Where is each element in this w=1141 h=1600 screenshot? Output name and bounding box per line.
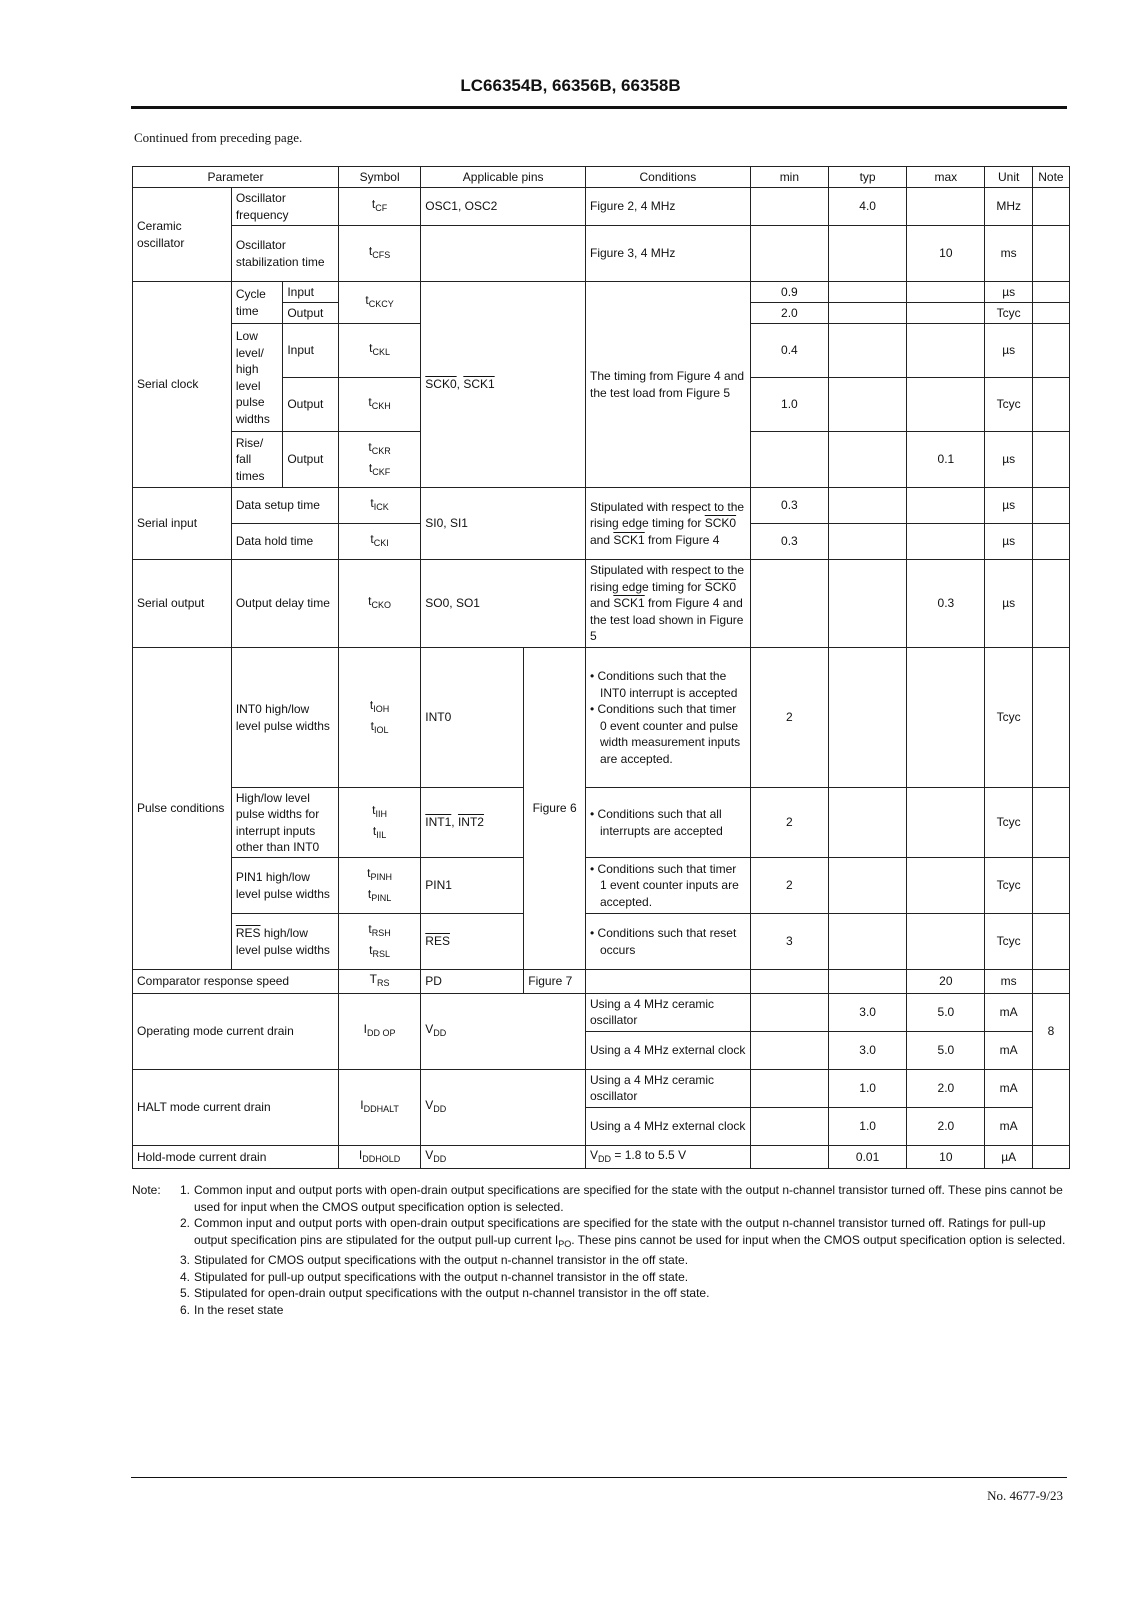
note-cell: 8 [1032,993,1069,1069]
table-row [133,188,1070,226]
col-conditions: Conditions [586,167,751,188]
unit-cell: mA [985,1107,1032,1145]
conditions-cell: • Conditions such that reset occurs [586,914,751,970]
pins-cell: $V_{DD}$ [421,993,586,1069]
typ-cell: 3.0 [828,993,906,1031]
table-row [133,648,1070,788]
table-row [133,1145,1070,1169]
col-min: min [750,167,828,188]
unit-cell: Tcyc [985,858,1032,914]
figure-ref: Figure 6 [524,648,586,970]
note-item: 6. In the reset state [179,1302,284,1317]
conditions-cell: The timing from Figure 4 and the test load from Figure 5 [586,282,751,488]
io-cell: Input [283,324,339,378]
param-cell: Operating mode current drain [133,993,339,1069]
unit-cell: Tcyc [985,788,1032,858]
min-cell: 0.4 [750,324,828,378]
symbol-cell: $t_{IOH}$ $t_{IOL}$ [338,648,420,788]
table-row [133,1069,1070,1107]
unit-cell: µs [985,324,1032,378]
min-cell: 2.0 [750,303,828,324]
symbol-cell: $t_{CFS}$ [338,226,420,282]
unit-cell: µs [985,282,1032,303]
note-item: 2. Common input and output ports with open-drain output specifications are specified for the state with the output n-channel transistor turned off. Ratings for pull-up output specification pins are stipulated for the output pull-up current $I_{PO}$. These pins cannot be used for input when the CMOS output specification option is selected. [179,1216,1066,1249]
unit-cell: mA [985,1031,1032,1069]
param-cell: INT0 high/low level pulse widths [231,648,338,788]
typ-cell: 1.0 [828,1069,906,1107]
unit-cell: µs [985,560,1032,648]
max-cell: 0.1 [907,432,985,488]
note-item: Note: 1. Common input and output ports with open-drain output specifications are specified for the state with the output n-channel transistor turned off. These pins cannot be used for input when the CMOS output specification option is selected. [132,1183,1063,1214]
param-cell: Data setup time [231,488,338,524]
max-cell: 2.0 [907,1107,985,1145]
unit-cell: µA [985,1145,1032,1169]
symbol-cell: $I_{DD OP}$ [338,993,420,1069]
symbol-cell: $t_{CKR}$ $t_{CKF}$ [338,432,420,488]
group-label: Serial output [133,560,232,648]
col-pins: Applicable pins [421,167,586,188]
pins-cell: PIN1 [421,858,524,914]
pins-cell: SO0, SO1 [421,560,586,648]
max-cell: 5.0 [907,1031,985,1069]
io-cell: Output [283,378,339,432]
param-cell: Oscillator frequency [231,188,338,226]
footer-rule [131,1477,1067,1478]
table-row [133,914,1070,970]
notes-label: Note: [132,1183,161,1197]
symbol-cell: $T_{RS}$ [338,970,420,994]
group-label: Pulse conditions [133,648,232,970]
note-item: 4. Stipulated for pull-up output specifications with the output n-channel transistor in the off state. [179,1269,689,1284]
conditions-cell: • Conditions such that all interrupts are accepted [586,788,751,858]
note-item: 5. Stipulated for open-drain output specifications with the output n-channel transistor in the off state. [179,1286,710,1300]
conditions-cell: Stipulated with respect to the rising edge timing for SCK0 and SCK1 from Figure 4 and the test load shown in Figure 5 [586,560,751,648]
col-max: max [907,167,985,188]
typ-cell: 1.0 [828,1107,906,1145]
group-label: Serial clock [133,282,232,488]
typ-cell: 3.0 [828,1031,906,1069]
col-parameter: Parameter [133,167,339,188]
unit-cell: MHz [985,188,1032,226]
param-cell: Oscillator stabilization time [231,226,338,282]
conditions-cell: $V_{DD} = 1.8$ to 5.5 V [586,1145,751,1169]
param-cell: PIN1 high/low level pulse widths [231,858,338,914]
symbol-cell: $t_{CKCY}$ [338,282,420,324]
conditions-cell: Using a 4 MHz external clock [586,1107,751,1145]
param-cell: HALT mode current drain [133,1069,339,1145]
conditions-cell: Using a 4 MHz ceramic oscillator [586,993,751,1031]
conditions-cell: Stipulated with respect to the rising edge timing for SCK0 and SCK1 from Figure 4 [586,488,751,560]
page-number: No. 4677-9/23 [987,1488,1063,1503]
min-cell: 1.0 [750,378,828,432]
param-cell: Low level/ high level pulse widths [231,324,282,432]
document-title: LC66354B, 66356B, 66358B [460,76,681,95]
max-cell: 10 [907,226,985,282]
param-cell: Rise/ fall times [231,432,282,488]
io-cell: Output [283,303,339,324]
typ-cell: 0.01 [828,1145,906,1169]
unit-cell: µs [985,432,1032,488]
unit-cell: mA [985,1069,1032,1107]
conditions-cell: • Conditions such that timer 1 event counter inputs are accepted. [586,858,751,914]
min-cell: 0.3 [750,488,828,524]
param-cell: $\overline{RES}$ high/low level pulse widths [231,914,338,970]
pins-cell: INT1, INT2 [421,788,524,858]
spec-table [132,166,1070,1169]
unit-cell: Tcyc [985,303,1032,324]
typ-cell: 4.0 [828,188,906,226]
col-symbol: Symbol [338,167,420,188]
max-cell: 2.0 [907,1069,985,1107]
conditions-cell: Using a 4 MHz ceramic oscillator [586,1069,751,1107]
io-cell: Output [283,432,339,488]
unit-cell: mA [985,993,1032,1031]
symbol-cell: $t_{RSH}$ $t_{RSL}$ [338,914,420,970]
symbol-cell: $I_{DDHALT}$ [338,1069,420,1145]
col-unit: Unit [985,167,1032,188]
group-label: Serial input [133,488,232,560]
symbol-cell: $t_{PINH}$ $t_{PINL}$ [338,858,420,914]
table-row [133,560,1070,648]
symbol-cell: $t_{ICK}$ [338,488,420,524]
symbol-cell: $t_{CKH}$ [338,378,420,432]
min-cell: 0.3 [750,524,828,560]
note-item: 3. Stipulated for CMOS output specifications with the output n-channel transistor in the off state. [179,1253,689,1267]
header-row [133,167,1070,188]
max-cell: 5.0 [907,993,985,1031]
min-cell: 2 [750,788,828,858]
header-rule [131,106,1067,109]
min-cell: 2 [750,648,828,788]
param-cell: Output delay time [231,560,338,648]
min-cell: 0.9 [750,282,828,303]
conditions-cell: • Conditions such that the INT0 interrupt is accepted • Conditions such that timer 0 event counter and pulse width measurement inputs are accepted. [586,648,751,788]
group-label: Ceramic oscillator [133,188,232,282]
symbol-cell: $t_{IIH}$ $t_{IIL}$ [338,788,420,858]
pins-cell: SI0, SI1 [421,488,586,560]
symbol-cell: $t_{CF}$ [338,188,420,226]
param-cell: Cycle time [231,282,282,324]
conditions-cell: Figure 3, 4 MHz [586,226,751,282]
unit-cell: µs [985,524,1032,560]
pins-cell: SCK0, SCK1 [421,282,586,488]
min-cell: 2 [750,858,828,914]
pins-cell: $V_{DD}$ [421,1069,586,1145]
conditions-cell: Using a 4 MHz external clock [586,1031,751,1069]
unit-cell: Tcyc [985,914,1032,970]
symbol-cell: $t_{CKI}$ [338,524,420,560]
table-row [133,488,1070,524]
conditions-cell: Figure 2, 4 MHz [586,188,751,226]
pins-cell: OSC1, OSC2 [421,188,586,226]
max-cell: 10 [907,1145,985,1169]
table-row [133,282,1070,303]
param-cell: Hold-mode current drain [133,1145,339,1169]
table-row [133,226,1070,282]
col-typ: typ [828,167,906,188]
pins-cell: INT0 [421,648,524,788]
figure-ref: Figure 7 [524,970,586,994]
max-cell: 0.3 [907,560,985,648]
param-cell: Data hold time [231,524,338,560]
param-cell: High/low level pulse widths for interrupt inputs other than INT0 [231,788,338,858]
table-row [133,788,1070,858]
pins-cell: PD [421,970,524,994]
param-cell: Comparator response speed [133,970,339,994]
table-row [133,970,1070,994]
max-cell: 20 [907,970,985,994]
io-cell: Input [283,282,339,303]
min-cell: 3 [750,914,828,970]
unit-cell: ms [985,970,1032,994]
unit-cell: Tcyc [985,378,1032,432]
symbol-cell: $t_{CKL}$ [338,324,420,378]
pins-cell: $\overline{RES}$ [421,914,524,970]
continued-note: Continued from preceding page. [134,130,303,145]
unit-cell: Tcyc [985,648,1032,788]
table-row [133,993,1070,1031]
pins-cell: $V_{DD}$ [421,1145,586,1169]
notes-section [132,1182,1067,1318]
table-row [133,858,1070,914]
col-note: Note [1032,167,1069,188]
unit-cell: ms [985,226,1032,282]
symbol-cell: $I_{DDHOLD}$ [338,1145,420,1169]
symbol-cell: $t_{CKO}$ [338,560,420,648]
unit-cell: µs [985,488,1032,524]
